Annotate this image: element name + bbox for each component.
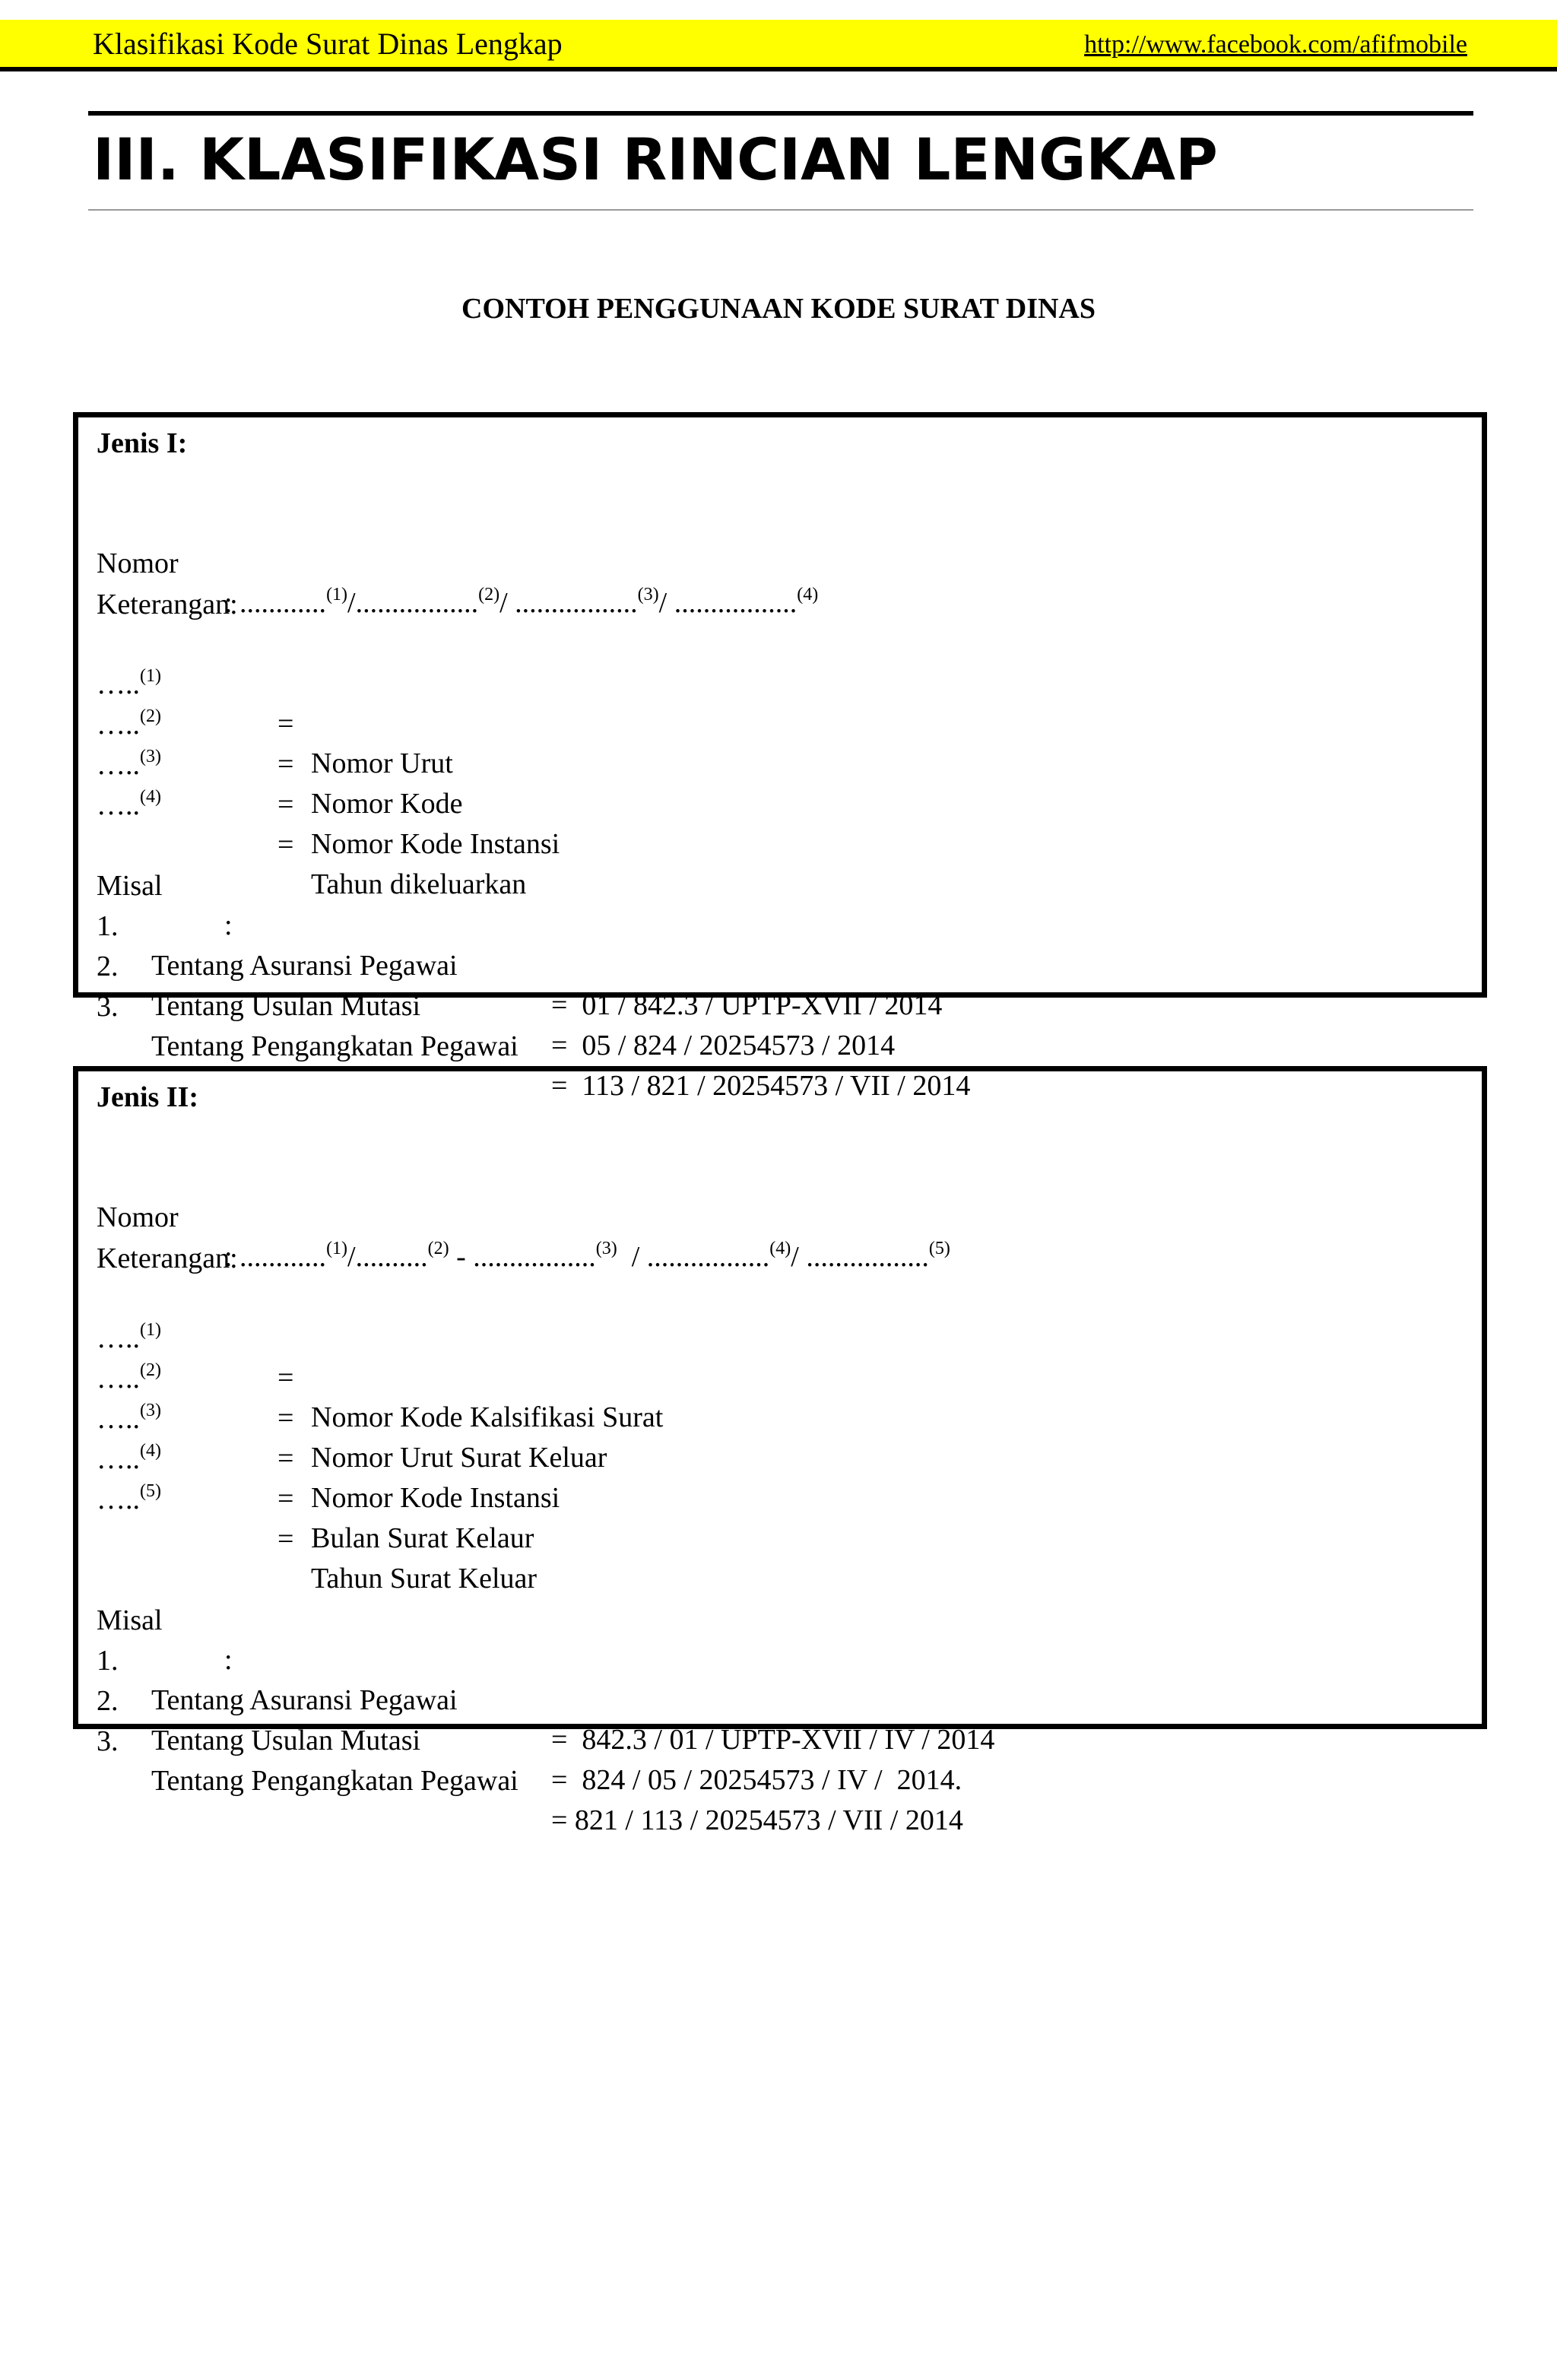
keterangan-item: …..$^{(2)}$ = Nomor Urut Surat Keluar (97, 1360, 607, 1474)
keterangan-label: Keterangan: (97, 1242, 238, 1274)
nomor-label: Nomor (97, 1201, 179, 1233)
page-header (0, 20, 1557, 71)
example-row: 1. Tentang Asuransi Pegawai = 01 / 842.3 / UPTP-XVII / 2014 (97, 910, 943, 1021)
jenis-1-title: Jenis I: (97, 427, 188, 459)
keterangan-item: …..$^{(3)}$ = Nomor Kode Instansi (97, 747, 560, 860)
keterangan-item: …..$^{(4)}$ = Tahun dikeluarkan (97, 787, 527, 900)
header-title: Klasifikasi Kode Surat Dinas Lengkap (93, 27, 563, 61)
keterangan-item: …..$^{(1)}$ = Nomor Urut (97, 666, 453, 779)
misal-label-row: Misal : (97, 1604, 233, 1676)
chapter-title: III. KLASIFIKASI RINCIAN LENGKAP (93, 125, 1218, 193)
header-facebook-link[interactable]: http://www.facebook.com/afifmobile (1084, 30, 1467, 59)
keterangan-item: …..$^{(2)}$ = Nomor Kode (97, 706, 463, 820)
keterangan-label: Keterangan: (97, 589, 238, 620)
example-row: 2. Tentang Usulan Mutasi = 824 / 05 / 20254573 / IV / 2014. (97, 1685, 962, 1796)
keterangan-item: …..$^{(4)}$ = Bulan Surat Kelaur (97, 1441, 534, 1554)
example-row: 3. Tentang Pengangkatan Pegawai = 821 / 113 / 20254573 / VII / 2014 (97, 1725, 963, 1836)
example-row: 3. Tentang Pengangkatan Pegawai = 113 / 821 / 20254573 / VII / 2014 (97, 991, 971, 1102)
keterangan-item: …..$^{(3)}$ = Nomor Kode Instansi (97, 1401, 560, 1514)
jenis-2-box (73, 1066, 1487, 1836)
example-row: 2. Tentang Usulan Mutasi = 05 / 824 / 20254573 / 2014 (97, 950, 896, 1061)
example-row: 1. Tentang Asuransi Pegawai = 842.3 / 01 / UPTP-XVII / IV / 2014 (97, 1645, 995, 1756)
nomor-format: : ............$^{(1)}$/..........$^{(2)}$ - .................$^{(3)}$ / .................$^{(4)}$/ .................$^{(5)}$ (224, 1239, 950, 1273)
keterangan-item: …..$^{(5)}$ = Tahun Surat Keluar (97, 1481, 537, 1595)
nomor-format: : ............$^{(1)}$/.................$^{(2)}$/ .................$^{(3)}$/ .................$^{(4)}$ (224, 585, 819, 619)
misal-label-row: Misal : (97, 870, 233, 941)
jenis-2-title: Jenis II: (97, 1081, 199, 1113)
keterangan-item: …..$^{(1)}$ = Nomor Kode Kalsifikasi Surat (97, 1320, 664, 1433)
title-rule-top (88, 111, 1473, 116)
nomor-label: Nomor (97, 547, 179, 579)
title-rule-bottom (88, 209, 1473, 211)
section-heading: CONTOH PENGGUNAAN KODE SURAT DINAS (461, 293, 1096, 325)
